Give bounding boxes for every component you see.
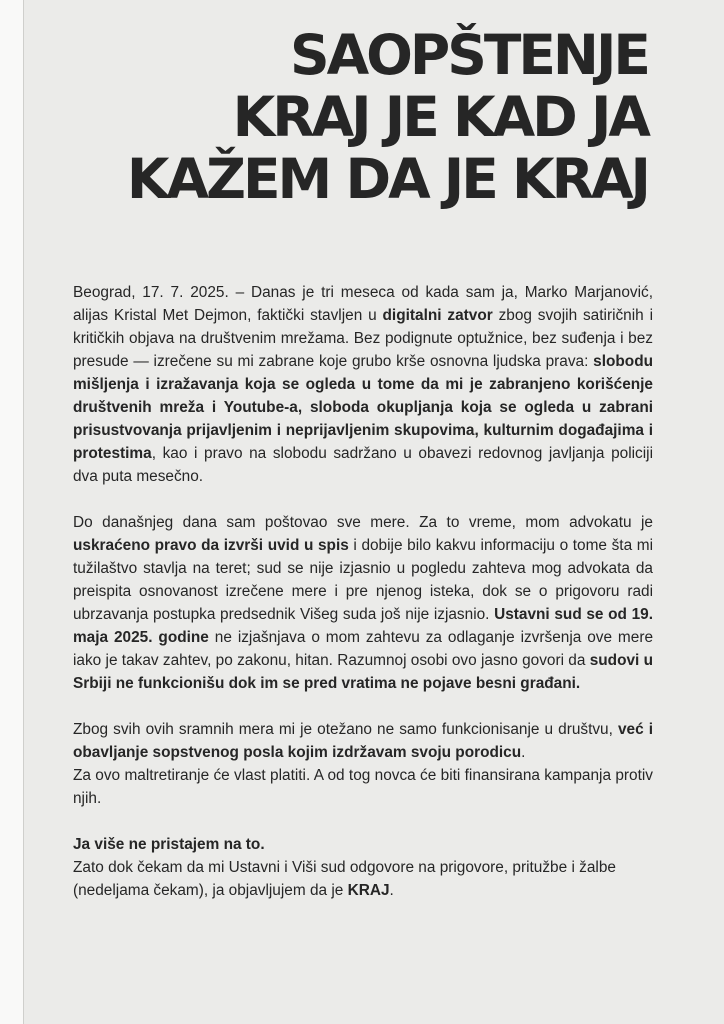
title-line-1: SAOPŠTENJE	[289, 23, 648, 87]
bold-text: sudovi u Srbiji ne funkcionišu dok im se pred vratima ne pojave besni građani.	[73, 652, 653, 692]
bold-text: KRAJ	[347, 882, 390, 899]
bold-text: Ja više ne pristajem na to.	[73, 836, 265, 853]
paragraph-intro	[73, 281, 653, 488]
bold-text: digitalni zatvor	[382, 307, 493, 324]
paragraph-text: ne izjašnjava o mom zahtevu za odlaganje izvršenja ove mere iako je takav zahtev, po zakonu, hitan. Razumnoj osobi ovo jasno govori da	[73, 629, 653, 669]
paragraph-text: i dobije bilo kakvu informaciju o tome šta mi tužilaštvo stavlja na teret; sud se nije izjasnio u pogledu zahteva mog advokata da preispita osnovanost izrečene mere i pre njenog isteka, dok se o prigovoru radi ubrzavanja postupka predsednik Višeg suda još nije izjasnio.	[73, 537, 653, 623]
paragraph-conclusion	[73, 833, 653, 902]
paragraph-text: Za ovo maltretiranje će vlast platiti. A od tog novca će biti finansirana kampanja protiv njih.	[73, 767, 653, 807]
paragraph-text: Zbog svih ovih sramnih mera mi je otežano ne samo funkcionisanje u društvu,	[73, 721, 618, 738]
paragraph-text: .	[521, 744, 526, 761]
bold-text: već i obavljanje sopstvenog posla kojim izdržavam svoju porodicu	[73, 721, 653, 761]
paragraph-text: , kao i pravo na slobodu sadržano u obavezi redovnog javljanja policiji dva puta mesečno.	[73, 445, 653, 485]
bold-text: slobodu mišljenja i izražavanja koja se ogleda u tome da mi je zabranjeno korišćenje društvenih mreža i Youtube-a, sloboda okupljanja koja se ogleda u zabrani prisustvovanja prijavljenim i neprijavljenim skupovima, kulturnim događajima i protestima	[73, 353, 653, 462]
paragraph-text: Do današnjeg dana sam poštovao sve mere. Za to vreme, mom advokatu je	[73, 514, 653, 531]
title-line-3: KAŽEM DA JE KRAJ	[126, 147, 648, 211]
paragraph-text: Beograd, 17. 7. 2025. – Danas je tri meseca od kada sam ja, Marko Marjanović, alijas Kristal Met Dejmon, faktički stavljen u	[73, 284, 653, 324]
title-line-2: KRAJ JE KAD JA	[232, 85, 648, 149]
bold-text: uskraćeno pravo da izvrši uvid u spis	[73, 537, 349, 554]
paragraph-text: .	[389, 882, 394, 899]
statement-body	[73, 281, 653, 902]
left-margin-strip	[0, 0, 24, 1024]
bold-text: Ustavni sud se od 19. maja 2025. godine	[73, 606, 653, 646]
paragraph-text: Zato dok čekam da mi Ustavni i Viši sud odgovore na prigovore, pritužbe i žalbe (nedeljama čekam), ja objavljujem da je	[73, 859, 616, 899]
paragraph-consequences	[73, 718, 653, 810]
paragraph-courts	[73, 511, 653, 695]
page-title	[127, 24, 648, 210]
paragraph-text: zbog svojih satiričnih i kritičkih objava na društvenim mrežama. Bez podignute optužnice, bez suđenja i bez presude — izrečene su mi zabrane koje grubo krše osnovna ljudska prava:	[73, 307, 653, 370]
